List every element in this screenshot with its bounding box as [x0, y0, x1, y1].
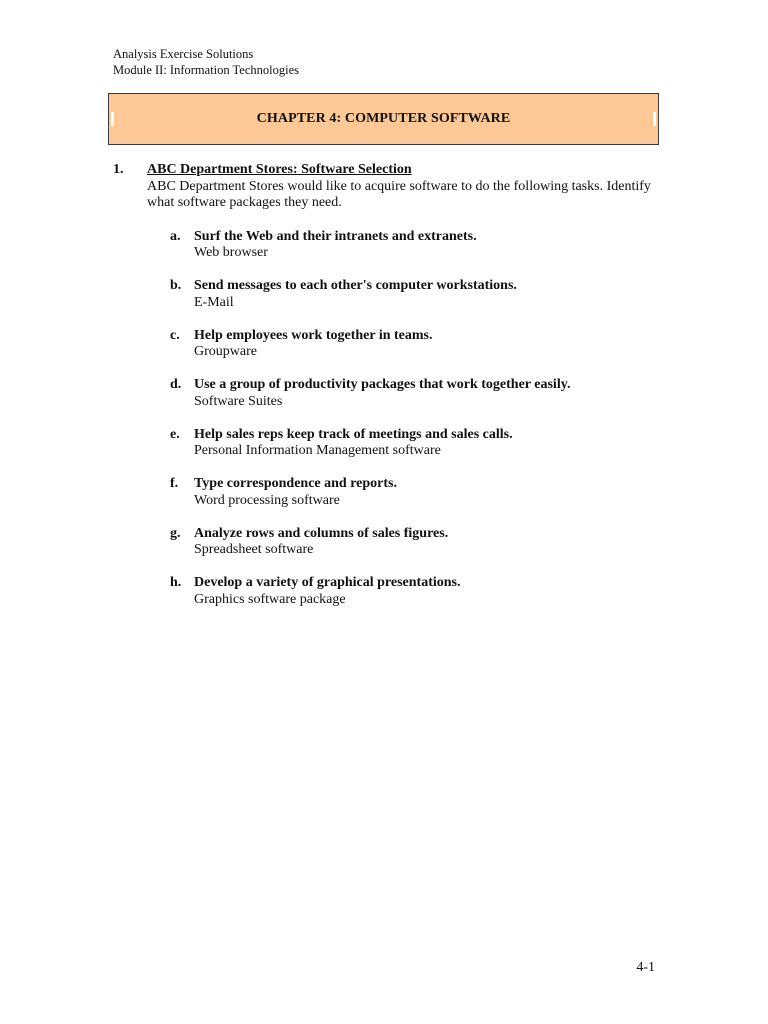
chapter-banner [108, 93, 659, 145]
chapter-title: CHAPTER 4: COMPUTER SOFTWARE [256, 111, 511, 126]
item-letter: e. [170, 426, 180, 442]
item-answer: Word processing software [194, 492, 340, 508]
question-title: ABC Department Stores: Software Selection [147, 162, 412, 177]
question-1 [113, 162, 658, 625]
list-item [170, 476, 658, 509]
item-question: Send messages to each other's computer workstations. [194, 278, 517, 293]
item-letter: f. [170, 476, 179, 491]
list-item [170, 575, 658, 608]
item-question: Use a group of productivity packages that work together easily. [194, 377, 571, 392]
question-number: 1. [113, 162, 124, 177]
item-letter: g. [170, 525, 181, 541]
header-line-module: Module II: Information Technologies [113, 63, 300, 77]
task-list [170, 229, 658, 609]
list-item [170, 526, 658, 559]
item-question: Help sales reps keep track of meetings and sales calls. [194, 426, 513, 442]
item-answer: Software Suites [194, 393, 283, 409]
item-letter: a. [170, 228, 181, 244]
item-question: Help employees work together in teams. [194, 327, 433, 343]
item-answer: Personal Information Management software [194, 443, 441, 458]
banner-marker-right [653, 112, 656, 126]
item-letter: h. [170, 575, 182, 590]
page-number: 4-1 [636, 960, 655, 975]
item-letter: d. [170, 377, 182, 392]
item-answer: Spreadsheet software [194, 542, 314, 557]
list-item [170, 377, 658, 410]
list-item [170, 427, 658, 460]
item-question: Surf the Web and their intranets and extranets. [194, 228, 477, 244]
list-item [170, 328, 658, 361]
header-line-course: Analysis Exercise Solutions [113, 47, 254, 61]
page-header [113, 46, 299, 78]
item-answer: Graphics software package [194, 591, 346, 607]
list-item [170, 229, 658, 262]
item-letter: c. [170, 327, 180, 343]
item-answer: Web browser [194, 245, 268, 260]
list-item [170, 278, 658, 311]
banner-marker-left [111, 112, 114, 126]
question-body [147, 162, 658, 608]
item-question: Analyze rows and columns of sales figures. [194, 525, 449, 541]
item-question: Develop a variety of graphical presentations. [194, 575, 461, 590]
item-letter: b. [170, 278, 182, 293]
item-answer: Groupware [194, 344, 257, 359]
item-answer: E-Mail [194, 294, 234, 310]
item-question: Type correspondence and reports. [194, 476, 397, 491]
question-prompt: ABC Department Stores would like to acquire software to do the following tasks. Identify what software packages they need. [147, 178, 651, 210]
